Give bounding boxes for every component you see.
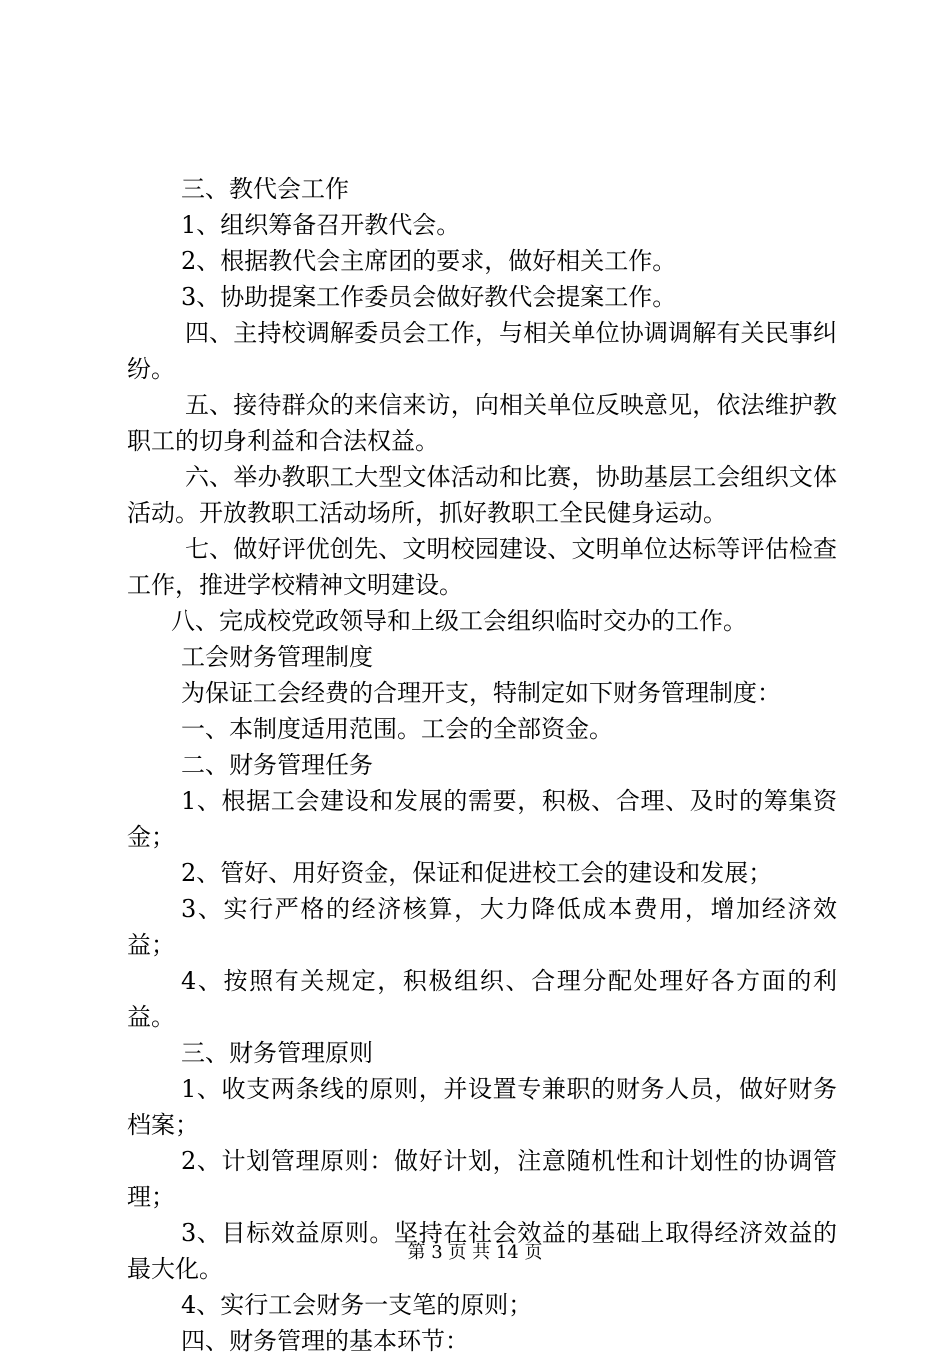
section-heading: 工会财务管理制度 [181,643,373,671]
paragraph: 1、组织筹备召开教代会。 [181,211,461,239]
paragraph: 4、按照有关规定，积极组织、合理分配处理好各方面的利益。 [127,967,837,1031]
paragraph: 3、目标效益原则。坚持在社会效益的基础上取得经济效益的最大化。 [127,1219,837,1283]
paragraph: 1、收支两条线的原则，并设置专兼职的财务人员，做好财务档案； [127,1075,837,1139]
paragraph: 一、本制度适用范围。工会的全部资金。 [181,715,613,743]
page-number-label: 第 3 页 共 14 页 [407,1242,543,1263]
paragraph: 八、完成校党政领导和上级工会组织临时交办的工作。 [171,607,747,635]
document-body [127,171,837,1359]
paragraph: 四、主持校调解委员会工作，与相关单位协调调解有关民事纠纷。 [127,319,837,383]
paragraph: 为保证工会经费的合理开支，特制定如下财务管理制度： [181,679,781,707]
paragraph: 二、财务管理任务 [181,751,373,779]
paragraph: 四、财务管理的基本环节： [181,1327,469,1355]
paragraph: 2、根据教代会主席团的要求，做好相关工作。 [181,247,677,275]
paragraph: 三、教代会工作 [181,175,349,203]
paragraph: 2、计划管理原则：做好计划，注意随机性和计划性的协调管理； [127,1147,837,1211]
paragraph: 六、举办教职工大型文体活动和比赛，协助基层工会组织文体活动。开放教职工活动场所，抓好教职工全民健身运动。 [127,463,837,527]
paragraph: 3、实行严格的经济核算，大力降低成本费用，增加经济效益； [127,895,837,959]
paragraph: 三、财务管理原则 [181,1039,373,1067]
paragraph: 3、协助提案工作委员会做好教代会提案工作。 [181,283,677,311]
paragraph: 五、接待群众的来信来访，向相关单位反映意见，依法维护教职工的切身利益和合法权益。 [127,391,837,455]
paragraph: 1、根据工会建设和发展的需要，积极、合理、及时的筹集资金； [127,787,837,851]
paragraph: 2、管好、用好资金，保证和促进校工会的建设和发展； [181,859,773,887]
page-footer [0,1241,950,1265]
paragraph: 4、实行工会财务一支笔的原则； [181,1291,533,1319]
paragraph: 七、做好评优创先、文明校园建设、文明单位达标等评估检查工作，推进学校精神文明建设。 [127,535,837,599]
